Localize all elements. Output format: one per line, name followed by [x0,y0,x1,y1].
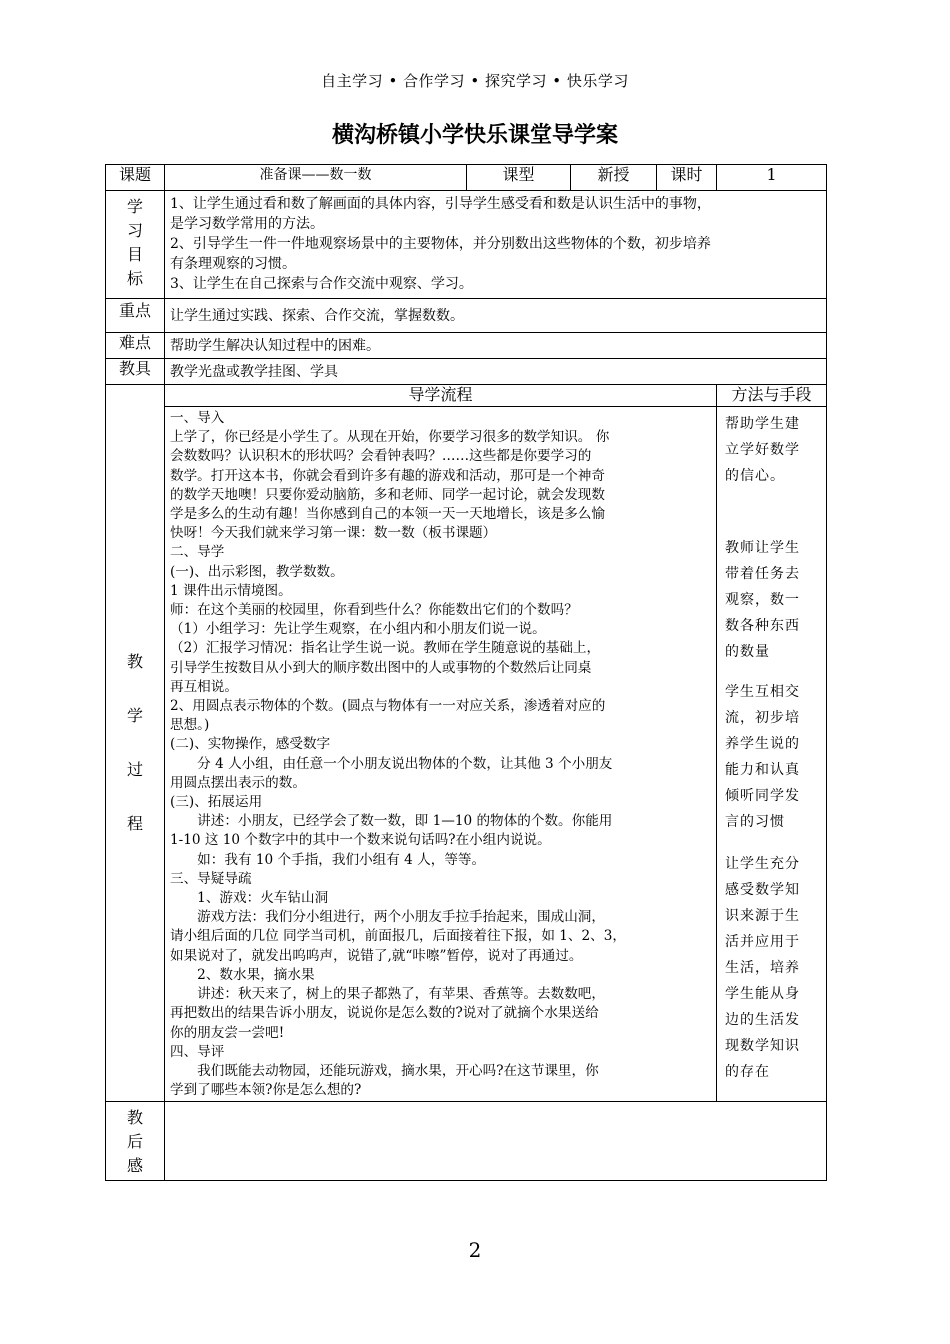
topic-value: 准备课——数一数 [165,165,467,191]
flow-line: 师：在这个美丽的校园里，你看到些什么？你能数出它们的个数吗？ [170,602,578,619]
objectives-label-char: 习 [126,221,143,240]
flow-line: 一、导入 [170,410,225,426]
process-label-char: 程 [126,814,143,833]
method-line: 教师让学生 [725,540,801,556]
method-spacer [725,489,822,535]
objectives-label-char: 目 [126,245,143,264]
method-line: 的信心。 [725,468,786,484]
reflection-label-char: 感 [126,1156,143,1175]
key-point-label: 重点 [106,299,165,333]
method-line: 的数量 [725,644,771,660]
objectives-label-char: 标 [126,269,143,288]
teaching-tools-row [106,359,827,385]
flow-line: 讲述：小朋友，已经学会了数一数，即 1—10 的物体的个数。你能用 [170,813,613,830]
teaching-process-label [106,385,165,1102]
reflection-content[interactable] [165,1102,827,1181]
flow-line: 1、游戏：火车钻山洞 [170,890,329,907]
flow-line: 三、导疑导疏 [170,870,252,887]
process-content-row [106,407,827,1102]
page-header-slogan: 自主学习 • 合作学习 • 探究学习 • 快乐学习 [321,72,629,90]
method-line: 言的习惯 [725,814,786,830]
process-label-char: 过 [126,760,143,779]
document-title: 横沟桥镇小学快乐课堂导学案 [331,123,618,148]
objectives-content [165,191,827,299]
flow-line: （1）小组学习：先让学生观察，在小组内和小朋友们说一说。 [170,621,546,638]
lesson-type-label: 课型 [467,165,571,191]
flow-line: 四、导评 [170,1043,225,1060]
class-hours-label: 课时 [657,165,717,191]
flow-line: 我们既能去动物园，还能玩游戏，摘水果，开心吗?在这节课里，你 [170,1062,599,1079]
method-line: 帮助学生建 [725,416,801,432]
method-line: 观察，数一 [725,592,801,608]
method-spacer [725,665,822,679]
flow-line: 学是多么的生动有趣！当你感到自己的本领一天一天地增长，该是多么愉 [170,506,605,523]
flow-line: (三)、拓展运用 [170,794,263,811]
process-label-char: 学 [126,706,143,725]
class-hours-value: 1 [717,165,827,191]
method-line: 活并应用于 [725,934,801,950]
flow-line: （2）汇报学习情况：指名让学生说一说。教师在学生随意说的基础上， [170,640,601,657]
objective-line: 有条理观察的习惯。 [170,256,296,272]
teaching-tools-label: 教具 [106,359,165,385]
topic-row [106,165,827,191]
flow-line: 分 4 人小组，由任意一个小朋友说出物体的个数，让其他 3 个小朋友 [170,755,613,772]
method-line: 流，初步培 [725,710,801,726]
objective-line: 3、让学生在自己探索与合作交流中观察、学习。 [170,276,473,292]
process-label-char: 教 [126,652,143,671]
method-column-header: 方法与手段 [717,385,827,407]
key-point-row [106,299,827,333]
flow-line: 如果说对了，就发出呜呜声，说错了,就“咔嚓”暂停，说对了再通过。 [170,947,583,964]
method-line: 立学好数学 [725,442,801,458]
lesson-plan-table [105,164,827,1181]
flow-line: 会数数吗？认识积木的形状吗？会看钟表吗？……这些都是你要学习的 [170,448,592,465]
flow-line: 用圆点摆出表示的数。 [170,774,306,791]
topic-label: 课题 [106,165,165,191]
reflection-label-char: 后 [126,1132,143,1151]
method-line: 感受数学知 [725,882,801,898]
objectives-label [106,191,165,299]
guided-flow-content [165,407,717,1102]
flow-line: 游戏方法：我们分小组进行，两个小朋友手拉手抬起来，围成山洞， [170,909,605,926]
flow-line: 如：我有 10 个手指，我们小组有 4 人，等等。 [170,851,486,868]
objective-line: 1、让学生通过看和数了解画面的具体内容，引导学生感受看和数是认识生活中的事物， [170,196,711,212]
flow-line: 引导学生按数目从小到大的顺序数出图中的人或事物的个数然后让同桌 [170,659,592,676]
method-line: 倾听同学发 [725,788,801,804]
flow-line: 1-10 这 10 个数字中的其中一个数来说句话吗?在小组内说说。 [170,832,551,849]
reflection-label-char: 教 [126,1108,143,1127]
page-number: 2 [468,1238,482,1262]
flow-line: 学到了哪些本领?你是怎么想的? [170,1082,362,1099]
flow-line: 再把数出的结果告诉小朋友，说说你是怎么数的?说对了就摘个水果送给 [170,1005,599,1022]
reflection-label [106,1102,165,1181]
key-point-text: 让学生通过实践、探索、合作交流，掌握数数。 [165,299,827,333]
reflection-row [106,1102,827,1181]
flow-line: 上学了，你已经是小学生了。从现在开始，你要学习很多的数学知识。 你 [170,429,610,446]
flow-line: 请小组后面的几位 同学当司机，前面报几，后面接着往下报，如 1、2、3， [170,928,626,945]
flow-line: 再互相说。 [170,678,238,695]
difficulty-label: 难点 [106,333,165,359]
method-line: 让学生充分 [725,856,801,872]
flow-line: 数学。打开这本书，你就会看到许多有趣的游戏和活动，那可是一个神奇 [170,467,605,484]
teaching-tools-text: 教学光盘或教学挂图、学具 [165,359,827,385]
flow-line: (一)、出示彩图，教学数数。 [170,563,344,580]
method-line: 边的生活发 [725,1012,801,1028]
flow-line: 你的朋友尝一尝吧! [170,1024,285,1041]
flow-line: 2、用圆点表示物体的个数。(圆点与物体有一一对应关系，渗透着对应的 [170,698,606,715]
process-header-row [106,385,827,407]
method-line: 生活，培养 [725,960,801,976]
flow-column-header: 导学流程 [165,385,717,407]
flow-line: 1 课件出示情境图。 [170,582,292,599]
flow-line: 快呀！今天我们就来学习第一课：数一数（板书课题） [170,525,497,542]
method-line: 能力和认真 [725,762,801,778]
method-line: 学生互相交 [725,684,801,700]
method-line: 养学生说的 [725,736,801,752]
flow-line: 2、数水果，摘水果 [170,966,315,983]
flow-line: 思想。) [170,717,210,734]
objectives-label-char: 学 [126,197,143,216]
flow-line: 讲述：秋天来了，树上的果子都熟了，有苹果、香蕉等。去数数吧， [170,986,605,1003]
method-line: 学生能从身 [725,986,801,1002]
method-line: 带着任务去 [725,566,801,582]
method-line: 现数学知识 [725,1038,801,1054]
flow-line: (二)、实物操作，感受数字 [170,736,331,753]
method-line: 数各种东西 [725,618,801,634]
method-line: 识来源于生 [725,908,801,924]
difficulty-text: 帮助学生解决认知过程中的困难。 [165,333,827,359]
difficulty-row [106,333,827,359]
method-content [717,407,827,1102]
objectives-row [106,191,827,299]
method-spacer [725,835,822,851]
flow-line: 二、导学 [170,544,225,561]
flow-line: 的数学天地噢！只要你爱动脑筋，多和老师、同学一起讨论，就会发现数 [170,486,605,503]
method-line: 的存在 [725,1064,771,1080]
objective-line: 2、引导学生一件一件地观察场景中的主要物体，并分别数出这些物体的个数，初步培养 [170,236,711,252]
lesson-type-value: 新授 [571,165,657,191]
objective-line: 是学习数学常用的方法。 [170,216,324,232]
